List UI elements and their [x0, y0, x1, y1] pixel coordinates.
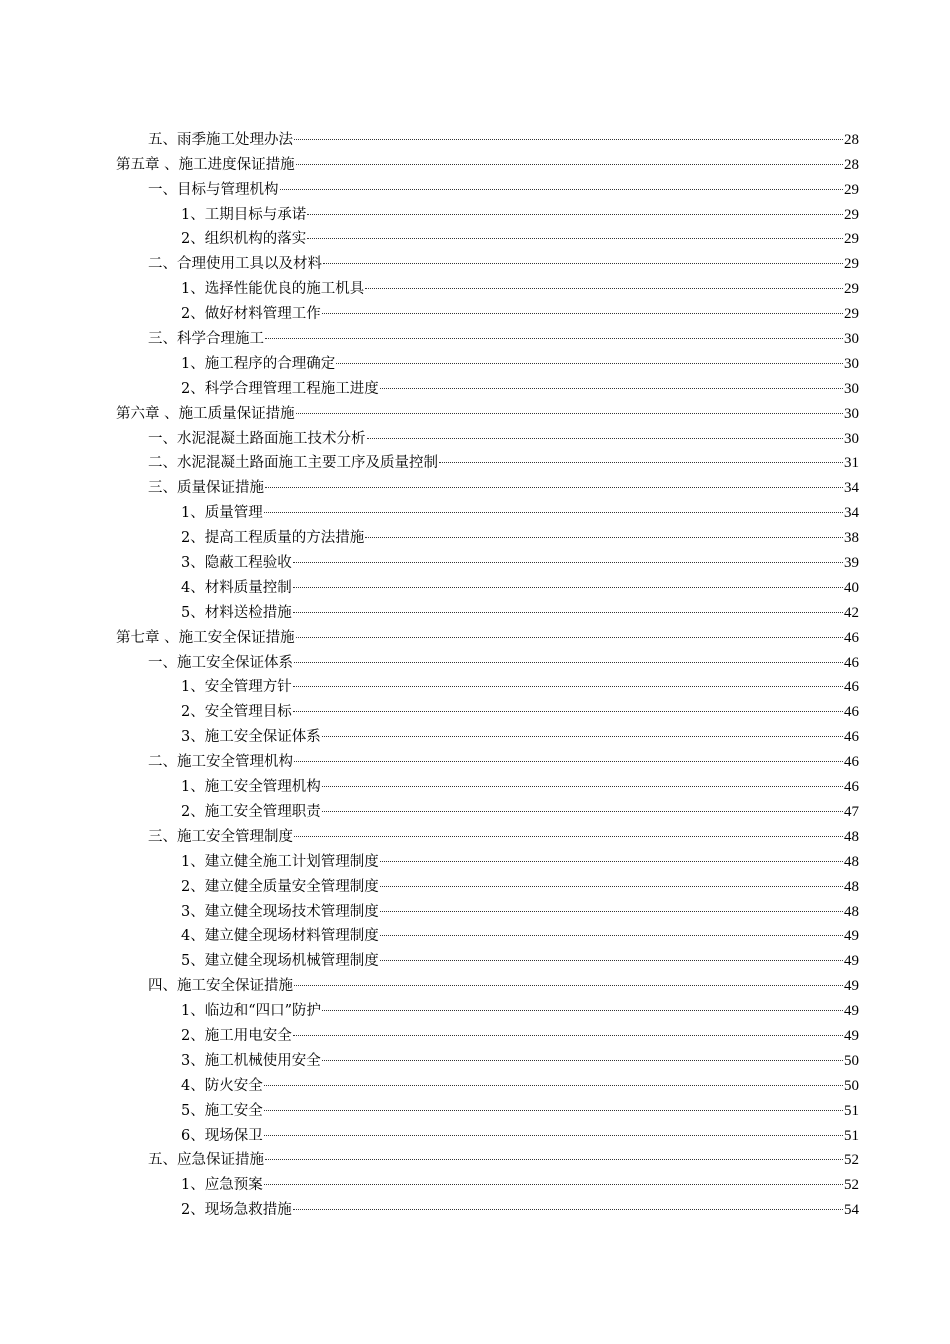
toc-entry-title: 三、科学合理施工 — [148, 331, 264, 348]
toc-entry[interactable] — [0, 399, 950, 424]
toc-entry-title: 二、施工安全管理机构 — [148, 754, 293, 771]
toc-entry-line — [181, 304, 859, 324]
toc-entry-page-number: 49 — [844, 1003, 859, 1020]
dot-leader — [265, 487, 843, 488]
toc-entry-line — [181, 1001, 859, 1021]
toc-entry-page-number: 34 — [844, 480, 859, 497]
toc-entry-line — [181, 1076, 859, 1096]
toc-entry-page-number: 46 — [844, 729, 859, 746]
toc-entry-line — [116, 628, 859, 648]
toc-entry[interactable] — [0, 175, 950, 200]
toc-entry-title: 1、安全管理方针 — [181, 679, 292, 696]
toc-entry-line — [181, 578, 859, 598]
toc-entry-page-number: 29 — [844, 281, 859, 298]
dot-leader — [293, 711, 843, 712]
toc-entry-line — [181, 951, 859, 971]
toc-entry-title: 三、质量保证措施 — [148, 480, 264, 497]
toc-entry-line — [181, 1051, 859, 1071]
dot-leader — [293, 1035, 843, 1036]
dot-leader — [294, 139, 843, 140]
toc-entry[interactable] — [0, 523, 950, 548]
toc-entry-title: 4、防火安全 — [181, 1077, 263, 1094]
toc-entry[interactable] — [0, 772, 950, 797]
toc-entry-page-number: 29 — [844, 206, 859, 223]
toc-entry[interactable] — [0, 872, 950, 897]
toc-entry-page-number: 30 — [844, 355, 859, 372]
toc-entry-title: 6、现场保卫 — [181, 1127, 263, 1144]
toc-entry-title: 1、施工安全管理机构 — [181, 779, 321, 796]
toc-entry-line — [181, 727, 859, 747]
toc-entry-line — [181, 528, 859, 548]
toc-entry[interactable] — [0, 424, 950, 449]
dot-leader — [264, 1085, 843, 1086]
toc-entry-line — [181, 1175, 859, 1195]
toc-entry-line — [181, 379, 859, 399]
toc-entry-title: 4、材料质量控制 — [181, 579, 292, 596]
toc-entry[interactable] — [0, 150, 950, 175]
toc-entry[interactable] — [0, 1170, 950, 1195]
toc-entry-page-number: 31 — [844, 455, 859, 472]
toc-entry-line — [116, 155, 859, 175]
toc-entry[interactable] — [0, 1195, 950, 1220]
dot-leader — [322, 1010, 843, 1011]
toc-entry-page-number: 48 — [844, 853, 859, 870]
toc-entry[interactable] — [0, 374, 950, 399]
toc-entry-line — [181, 877, 859, 897]
dot-leader — [365, 288, 843, 289]
dot-leader — [265, 338, 843, 339]
toc-entry-line — [181, 205, 859, 225]
toc-entry[interactable] — [0, 722, 950, 747]
toc-entry-title: 第七章 、施工安全保证措施 — [116, 629, 295, 646]
toc-entry-title: 2、科学合理管理工程施工进度 — [181, 380, 379, 397]
toc-entry-page-number: 46 — [844, 654, 859, 671]
toc-entry[interactable] — [0, 922, 950, 947]
dot-leader — [280, 189, 844, 190]
toc-entry-line — [148, 429, 859, 449]
toc-entry-page-number: 50 — [844, 1052, 859, 1069]
dot-leader — [294, 761, 843, 762]
dot-leader — [294, 662, 843, 663]
toc-entry-page-number: 46 — [844, 704, 859, 721]
toc-entry-line — [181, 1101, 859, 1121]
toc-entry[interactable] — [0, 697, 950, 722]
dot-leader — [380, 886, 843, 887]
dot-leader — [365, 537, 843, 538]
toc-entry[interactable] — [0, 324, 950, 349]
toc-entry-page-number: 46 — [844, 754, 859, 771]
dot-leader — [294, 836, 843, 837]
dot-leader — [294, 985, 843, 986]
toc-entry-line — [181, 503, 859, 523]
toc-entry-title: 1、临边和“四口”防护 — [181, 1003, 322, 1020]
toc-entry-line — [181, 553, 859, 573]
toc-entry-title: 1、质量管理 — [181, 505, 263, 522]
toc-entry-line — [148, 976, 859, 996]
toc-entry[interactable] — [0, 946, 950, 971]
toc-entry-line — [181, 1126, 859, 1146]
dot-leader — [439, 462, 843, 463]
toc-entry-title: 2、施工用电安全 — [181, 1027, 292, 1044]
toc-entry-line — [181, 354, 859, 374]
dot-leader — [307, 214, 843, 215]
toc-entry-line — [181, 702, 859, 722]
toc-entry-title: 5、施工安全 — [181, 1102, 263, 1119]
toc-entry-page-number: 52 — [844, 1152, 859, 1169]
dot-leader — [367, 438, 844, 439]
dot-leader — [380, 960, 843, 961]
toc-entry-page-number: 46 — [844, 779, 859, 796]
toc-entry[interactable] — [0, 1096, 950, 1121]
toc-entry[interactable] — [0, 299, 950, 324]
toc-entry-title: 4、建立健全现场材料管理制度 — [181, 928, 379, 945]
toc-entry-title: 1、工期目标与承诺 — [181, 206, 307, 223]
toc-entry[interactable] — [0, 1146, 950, 1171]
toc-entry-page-number: 30 — [844, 430, 859, 447]
toc-entry-page-number: 50 — [844, 1077, 859, 1094]
toc-entry-line — [148, 453, 859, 473]
toc-entry-page-number: 48 — [844, 828, 859, 845]
toc-entry-title: 一、水泥混凝土路面施工技术分析 — [148, 430, 366, 447]
toc-entry-title: 5、建立健全现场机械管理制度 — [181, 953, 379, 970]
toc-entry-page-number: 49 — [844, 1027, 859, 1044]
toc-entry-page-number: 30 — [844, 405, 859, 422]
toc-entry[interactable] — [0, 349, 950, 374]
toc-entry-title: 1、选择性能优良的施工机具 — [181, 281, 365, 298]
dot-leader — [293, 612, 843, 613]
toc-entry-line — [181, 802, 859, 822]
toc-entry-title: 3、隐蔽工程验收 — [181, 555, 292, 572]
dot-leader — [336, 363, 843, 364]
dot-leader — [380, 911, 843, 912]
toc-entry[interactable] — [0, 673, 950, 698]
toc-entry-line — [148, 254, 859, 274]
toc-entry[interactable] — [0, 996, 950, 1021]
toc-entry-line — [181, 852, 859, 872]
toc-entry[interactable] — [0, 623, 950, 648]
toc-entry-line — [148, 130, 859, 150]
toc-entry[interactable] — [0, 1071, 950, 1096]
toc-entry[interactable] — [0, 822, 950, 847]
toc-entry[interactable] — [0, 1021, 950, 1046]
toc-entry-title: 第五章 、施工进度保证措施 — [116, 156, 295, 173]
toc-entry[interactable] — [0, 473, 950, 498]
toc-entry-page-number: 48 — [844, 903, 859, 920]
dot-leader — [293, 587, 843, 588]
toc-entry-line — [181, 229, 859, 249]
dot-leader — [264, 1110, 843, 1111]
dot-leader — [293, 1209, 843, 1210]
toc-entry-title: 第六章 、施工质量保证措施 — [116, 405, 295, 422]
toc-entry-line — [181, 1200, 859, 1220]
toc-entry-page-number: 49 — [844, 978, 859, 995]
toc-entry-title: 2、安全管理目标 — [181, 704, 292, 721]
dot-leader — [322, 736, 843, 737]
dot-leader — [380, 935, 843, 936]
toc-entry[interactable] — [0, 598, 950, 623]
dot-leader — [322, 313, 843, 314]
toc-entry-line — [181, 677, 859, 697]
toc-entry-title: 1、施工程序的合理确定 — [181, 355, 336, 372]
toc-entry-page-number: 40 — [844, 579, 859, 596]
toc-entry-title: 2、组织机构的落实 — [181, 231, 307, 248]
toc-entry-title: 五、应急保证措施 — [148, 1152, 264, 1169]
toc-entry-line — [181, 279, 859, 299]
toc-entry[interactable] — [0, 797, 950, 822]
toc-entry-line — [181, 902, 859, 922]
toc-entry[interactable] — [0, 971, 950, 996]
dot-leader — [307, 238, 843, 239]
toc-entry-page-number: 28 — [844, 156, 859, 173]
toc-entry-line — [181, 603, 859, 623]
toc-entry-page-number: 30 — [844, 331, 859, 348]
toc-entry-page-number: 28 — [844, 131, 859, 148]
toc-entry[interactable] — [0, 449, 950, 474]
toc-entry[interactable] — [0, 573, 950, 598]
toc-entry-line — [181, 777, 859, 797]
toc-entry-page-number: 49 — [844, 928, 859, 945]
toc-entry[interactable] — [0, 1046, 950, 1071]
toc-entry-line — [148, 653, 859, 673]
toc-entry[interactable] — [0, 200, 950, 225]
toc-entry-title: 2、现场急救措施 — [181, 1202, 292, 1219]
toc-entry-title: 5、材料送检措施 — [181, 604, 292, 621]
toc-entry-page-number: 49 — [844, 953, 859, 970]
dot-leader — [264, 512, 843, 513]
toc-entry-page-number: 47 — [844, 803, 859, 820]
toc-entry-page-number: 38 — [844, 530, 859, 547]
toc-entry-page-number: 29 — [844, 231, 859, 248]
dot-leader — [380, 388, 843, 389]
dot-leader — [322, 786, 843, 787]
toc-entry-line — [148, 478, 859, 498]
toc-entry-title: 2、提高工程质量的方法措施 — [181, 530, 365, 547]
toc-entry-title: 1、应急预案 — [181, 1177, 263, 1194]
toc-entry-title: 五、雨季施工处理办法 — [148, 131, 293, 148]
toc-entry-page-number: 46 — [844, 629, 859, 646]
toc-entry-page-number: 51 — [844, 1102, 859, 1119]
toc-entry-title: 一、目标与管理机构 — [148, 181, 279, 198]
toc-entry-title: 2、施工安全管理职责 — [181, 803, 321, 820]
toc-entry-page-number: 51 — [844, 1127, 859, 1144]
toc-entry-line — [148, 827, 859, 847]
toc-entry[interactable] — [0, 897, 950, 922]
dot-leader — [264, 1135, 843, 1136]
dot-leader — [322, 811, 843, 812]
dot-leader — [322, 1060, 843, 1061]
toc-entry-page-number: 54 — [844, 1202, 859, 1219]
toc-entry-line — [148, 1150, 859, 1170]
toc-entry-line — [181, 1026, 859, 1046]
toc-entry[interactable] — [0, 498, 950, 523]
toc-entry-page-number: 29 — [844, 306, 859, 323]
toc-entry-title: 3、建立健全现场技术管理制度 — [181, 903, 379, 920]
toc-entry-line — [148, 180, 859, 200]
toc-entry-page-number: 46 — [844, 679, 859, 696]
toc-entry-page-number: 48 — [844, 878, 859, 895]
toc-entry-page-number: 42 — [844, 604, 859, 621]
toc-entry-title: 三、施工安全管理制度 — [148, 828, 293, 845]
toc-entry[interactable] — [0, 847, 950, 872]
toc-entry-page-number: 52 — [844, 1177, 859, 1194]
dot-leader — [296, 164, 843, 165]
toc-entry-title: 一、施工安全保证体系 — [148, 654, 293, 671]
toc-entry-line — [181, 926, 859, 946]
toc-entry-title: 1、建立健全施工计划管理制度 — [181, 853, 379, 870]
toc-entry[interactable] — [0, 747, 950, 772]
toc-entry-line — [116, 404, 859, 424]
toc-entry-page-number: 29 — [844, 181, 859, 198]
toc-entry[interactable] — [0, 274, 950, 299]
toc-entry[interactable] — [0, 1121, 950, 1146]
toc-entry-page-number: 29 — [844, 256, 859, 273]
toc-entry[interactable] — [0, 648, 950, 673]
dot-leader — [296, 413, 843, 414]
toc-entry[interactable] — [0, 225, 950, 250]
toc-entry-title: 3、施工安全保证体系 — [181, 729, 321, 746]
toc-entry-line — [148, 752, 859, 772]
toc-entry-page-number: 34 — [844, 505, 859, 522]
toc-entry-page-number: 30 — [844, 380, 859, 397]
table-of-contents — [0, 125, 950, 1220]
toc-entry-title: 2、建立健全质量安全管理制度 — [181, 878, 379, 895]
toc-entry-title: 2、做好材料管理工作 — [181, 306, 321, 323]
toc-entry[interactable] — [0, 125, 950, 150]
dot-leader — [323, 263, 843, 264]
dot-leader — [293, 562, 843, 563]
dot-leader — [293, 686, 843, 687]
dot-leader — [296, 637, 843, 638]
toc-entry[interactable] — [0, 548, 950, 573]
toc-entry-title: 3、施工机械使用安全 — [181, 1052, 321, 1069]
toc-entry-title: 二、合理使用工具以及材料 — [148, 256, 322, 273]
toc-entry-title: 四、施工安全保证措施 — [148, 978, 293, 995]
toc-entry-title: 二、水泥混凝土路面施工主要工序及质量控制 — [148, 455, 438, 472]
toc-entry-page-number: 39 — [844, 555, 859, 572]
toc-entry-line — [148, 329, 859, 349]
dot-leader — [264, 1184, 843, 1185]
dot-leader — [380, 861, 843, 862]
dot-leader — [265, 1159, 843, 1160]
toc-entry[interactable] — [0, 249, 950, 274]
